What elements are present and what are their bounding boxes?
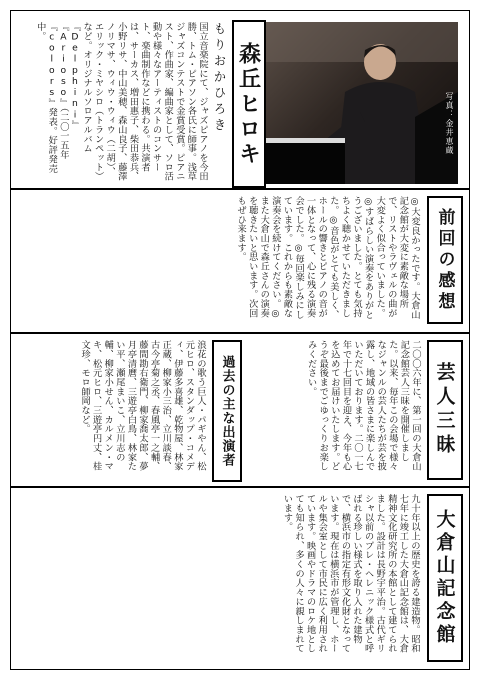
past-performers-title: 過去の主な出演者 [212,340,242,482]
hall-title: 大倉山記念館 [427,494,463,662]
past-performers-list: 浪花の歌う巨人・パギやん、松元ヒロ、スタンダップ・コメディ、伊藤多喜雄、乾物屋、林家正蔵、柳家小三治、立川談春、古今亭菊之丞、春風亭一之輔、藤間勘右衛門、柳家喬太郎、夢月亭清麿、三遊亭白鳥、林家たい平、瀬尾まいこ、立川志の輔、柳家小せん、カルメン・マキ、松元ヒロ、三遊亭円丈、桂文珍、モロ師岡など。 [79,340,206,471]
impressions-text: ◎大変良かったです。大倉山記念館が大変に素敵な場所で、リストやラヴェルの曲が大変よく似合っていました。◎すばらしい演奏をありがとうございました。とても気持ちよく聴かせていただきました。◎音色がとても美しく、ホールの響きとピアノの音が一体となって、心に残る演奏会でした。◎毎回楽しみにしています。これからも素敵な演奏会を続けてください。◎また大倉山で森丘さんの演奏を聴きたいと思います。次回もぜひ来ます。 [235,196,420,320]
divider-1 [10,188,470,190]
photo-caption: 写真：金井恵蔵 [445,92,454,155]
festival-title: 芸人三昧 [427,340,463,480]
divider-2 [10,332,470,334]
impressions-title: 前回の感想 [427,196,463,324]
hall-text: 九十年以上の歴史を誇る建造物。昭和七年に竣工した大倉山記念館は、大倉精神文化研究所の本館として建てられました。設計は長野宇平治。古代ギリシャ以前のプレ・ヘレニック様式と呼ばれる珍しい様式を取り入れた建物で、横浜市の指定有形文化財となっています。現在は横浜市が管理し、ホールや集会室として市民に広く利用されています。映画やドラマのロケ地としても知られ、多くの人々に親しまれています。 [281,494,420,653]
divider-3 [10,486,470,488]
artist-name-title: 森丘ヒロキ [232,20,266,188]
pianist-photo [265,22,458,184]
festival-text: 二〇〇六年に、第一回の大倉山記念館芸人三昧を開催しました。以来、毎年この会場で様々なジャンルの芸人たちが芸を披露し、地域の皆さまに楽しんでいただいております。二〇一七年で十七回目を迎え、今年も心を込めてお届けいたします。どうぞ最後までごゆっくりお楽しみください。 [305,340,421,471]
pianist-at-piano-illustration [265,22,458,184]
artist-bio: 国立音楽院にて、ジャズピアノを今田勝、トム・ピアソン各氏に師事。浅草ジャズコンテストで金賞受賞。ピアニスト、作曲家、編曲家として、ソロ活動や様々なアーティストのコンサート、楽曲制作などに携わる。共演者は、サーカス、増田惠子、柴田恭兵、小野リサ、中山美穂、森山良子、藤澤ノリマサ、ウィウ・ウィウ（二胡）、エリック・ミヤシロ（トランペット）など。オリジナルソロアルバム『Delphini』『Arioso』（二〇一五年『colors』発表。好評発売中。 [34,22,208,181]
artist-name-reading: もりおかひろき [212,22,227,134]
